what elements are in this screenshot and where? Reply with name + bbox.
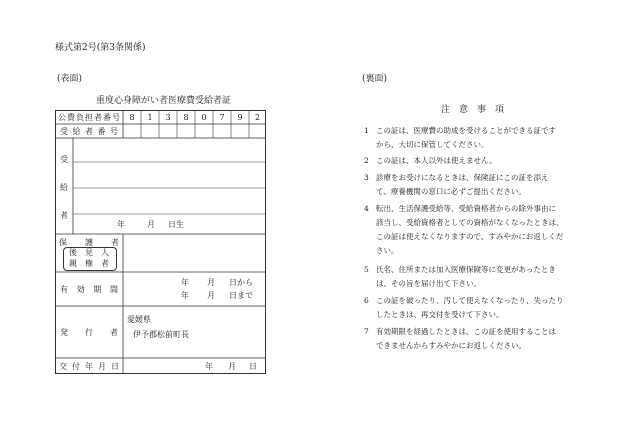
label-char: 者 [101, 259, 109, 268]
payer-number-label [58, 110, 120, 124]
note-item [364, 155, 496, 166]
label-char: 効 [76, 284, 85, 294]
label-char: 負 [76, 112, 84, 122]
note-item [364, 203, 556, 214]
note-line: 転出、生活保護受給等、受給資格者からの除外事由に [376, 204, 556, 213]
recipient-char: 受 [60, 155, 68, 164]
label-char: 者 [111, 238, 119, 247]
label-char: 間 [109, 284, 118, 294]
note-line: さい。 [376, 246, 399, 255]
note-line: 氏名、住所または加入医療保険等に変更があったとき [376, 265, 556, 274]
label-char: 号 [112, 112, 120, 122]
label-char: 親 [69, 259, 77, 268]
label-char: 期 [93, 284, 102, 294]
note-line: この証は、医療費の助成を受けることができる証です [376, 126, 556, 135]
label-char: 番 [97, 126, 106, 136]
back-title: 注 意 事 項 [441, 105, 505, 115]
note-number: 3 [364, 173, 369, 182]
label-char: 行 [85, 327, 93, 337]
issuer-label [60, 306, 118, 358]
label-char: 者 [110, 327, 118, 337]
label-char: 護 [85, 238, 93, 247]
issue-date-label [59, 358, 119, 374]
payer-digit: 1 [147, 112, 153, 122]
recipient-char: 者 [60, 211, 68, 220]
label-char: 月 [98, 361, 106, 371]
label-char: 担 [85, 112, 93, 122]
issuer-prefecture: 愛媛県 [127, 315, 151, 324]
label-char: 公 [58, 112, 66, 122]
note-line: 該当し、受給資格者としての資格がなくなったときは、 [376, 218, 564, 227]
note-line: 診療をお受けになるときは、保険証にこの証を添え [376, 173, 549, 182]
label-char: 者 [94, 112, 102, 122]
payer-digit: 3 [165, 112, 171, 122]
label-char: 後 [69, 248, 77, 257]
validity-to-month: 月 [207, 291, 215, 300]
note-item [364, 264, 556, 275]
validity-from-month: 月 [207, 278, 215, 287]
note-number: 2 [364, 156, 369, 165]
label-char: 交 [59, 361, 67, 371]
label-char: 権 [85, 259, 93, 268]
validity-from-suffix: 日から [229, 278, 253, 287]
label-char: 給 [72, 126, 81, 136]
issue-day: 日 [249, 362, 257, 371]
note-number: 5 [364, 265, 369, 274]
payer-digit: 8 [129, 112, 135, 122]
payer-digit: 7 [219, 112, 225, 122]
note-line: は、その旨を届け出て下さい。 [376, 279, 481, 288]
guardian-sub-row2 [69, 258, 109, 269]
note-line: したときは、再交付を受けて下さい。 [376, 310, 504, 319]
front-side-label: (表面) [57, 74, 83, 84]
issue-year: 年 [205, 362, 213, 371]
note-line: から、大切に保管してください。 [376, 140, 489, 149]
note-line: 有効期限を経過したときは、この証を使用することは [376, 327, 556, 336]
note-item [364, 125, 556, 136]
certificate-form [55, 110, 266, 374]
birth-year: 年 [117, 220, 125, 229]
guardian-sub-row1 [69, 247, 109, 258]
label-char: 有 [60, 284, 68, 294]
form-id: 様式第2号(第3条関係) [55, 43, 146, 53]
validity-to-year: 年 [181, 291, 189, 300]
payer-digit: 8 [183, 112, 189, 122]
note-line: この証は使えなくなりますので、すみやかにお返しくだ [376, 232, 564, 241]
note-number: 7 [364, 327, 369, 336]
label-char: 人 [101, 248, 109, 257]
validity-from-year: 年 [181, 278, 189, 287]
payer-digit: 0 [201, 112, 207, 122]
back-side-label: (裏面) [362, 74, 388, 84]
note-number: 6 [364, 296, 369, 305]
birth-day: 日生 [168, 220, 184, 229]
note-line: この証を破ったり、汚して使えなくなったり、失ったり [376, 296, 564, 305]
label-char: 者 [85, 126, 93, 136]
label-char: 受 [60, 126, 68, 136]
recipient-number-label [60, 124, 118, 138]
label-char: 号 [110, 126, 118, 136]
label-char: 見 [85, 248, 93, 257]
label-char: 費 [67, 112, 75, 122]
recipient-char: 給 [60, 183, 68, 192]
label-char: 保 [59, 238, 67, 247]
note-item [364, 172, 549, 183]
note-line: できませんからすみやかにお返しください。 [376, 341, 526, 350]
note-line: この証は、本人以外は使えません。 [376, 156, 497, 165]
label-char: 年 [85, 361, 93, 371]
payer-digit: 9 [237, 112, 243, 122]
validity-to-suffix: 日まで [229, 291, 253, 300]
validity-label [60, 272, 118, 306]
front-title: 重度心身障がい者医療費受給者証 [96, 96, 232, 106]
note-line: て、療養機関の窓口に必ずご提出ください。 [376, 187, 526, 196]
label-char: 発 [60, 327, 68, 337]
birth-month: 月 [147, 220, 155, 229]
note-number: 4 [364, 204, 369, 213]
issue-month: 月 [228, 362, 236, 371]
label-char: 日 [111, 361, 119, 371]
note-number: 1 [364, 126, 369, 135]
label-char: 番 [103, 112, 111, 122]
note-item [364, 326, 556, 337]
issuer-town: 伊予郡松前町長 [133, 330, 189, 339]
note-item [364, 295, 564, 306]
payer-digit: 2 [254, 112, 261, 122]
label-char: 付 [72, 361, 80, 371]
